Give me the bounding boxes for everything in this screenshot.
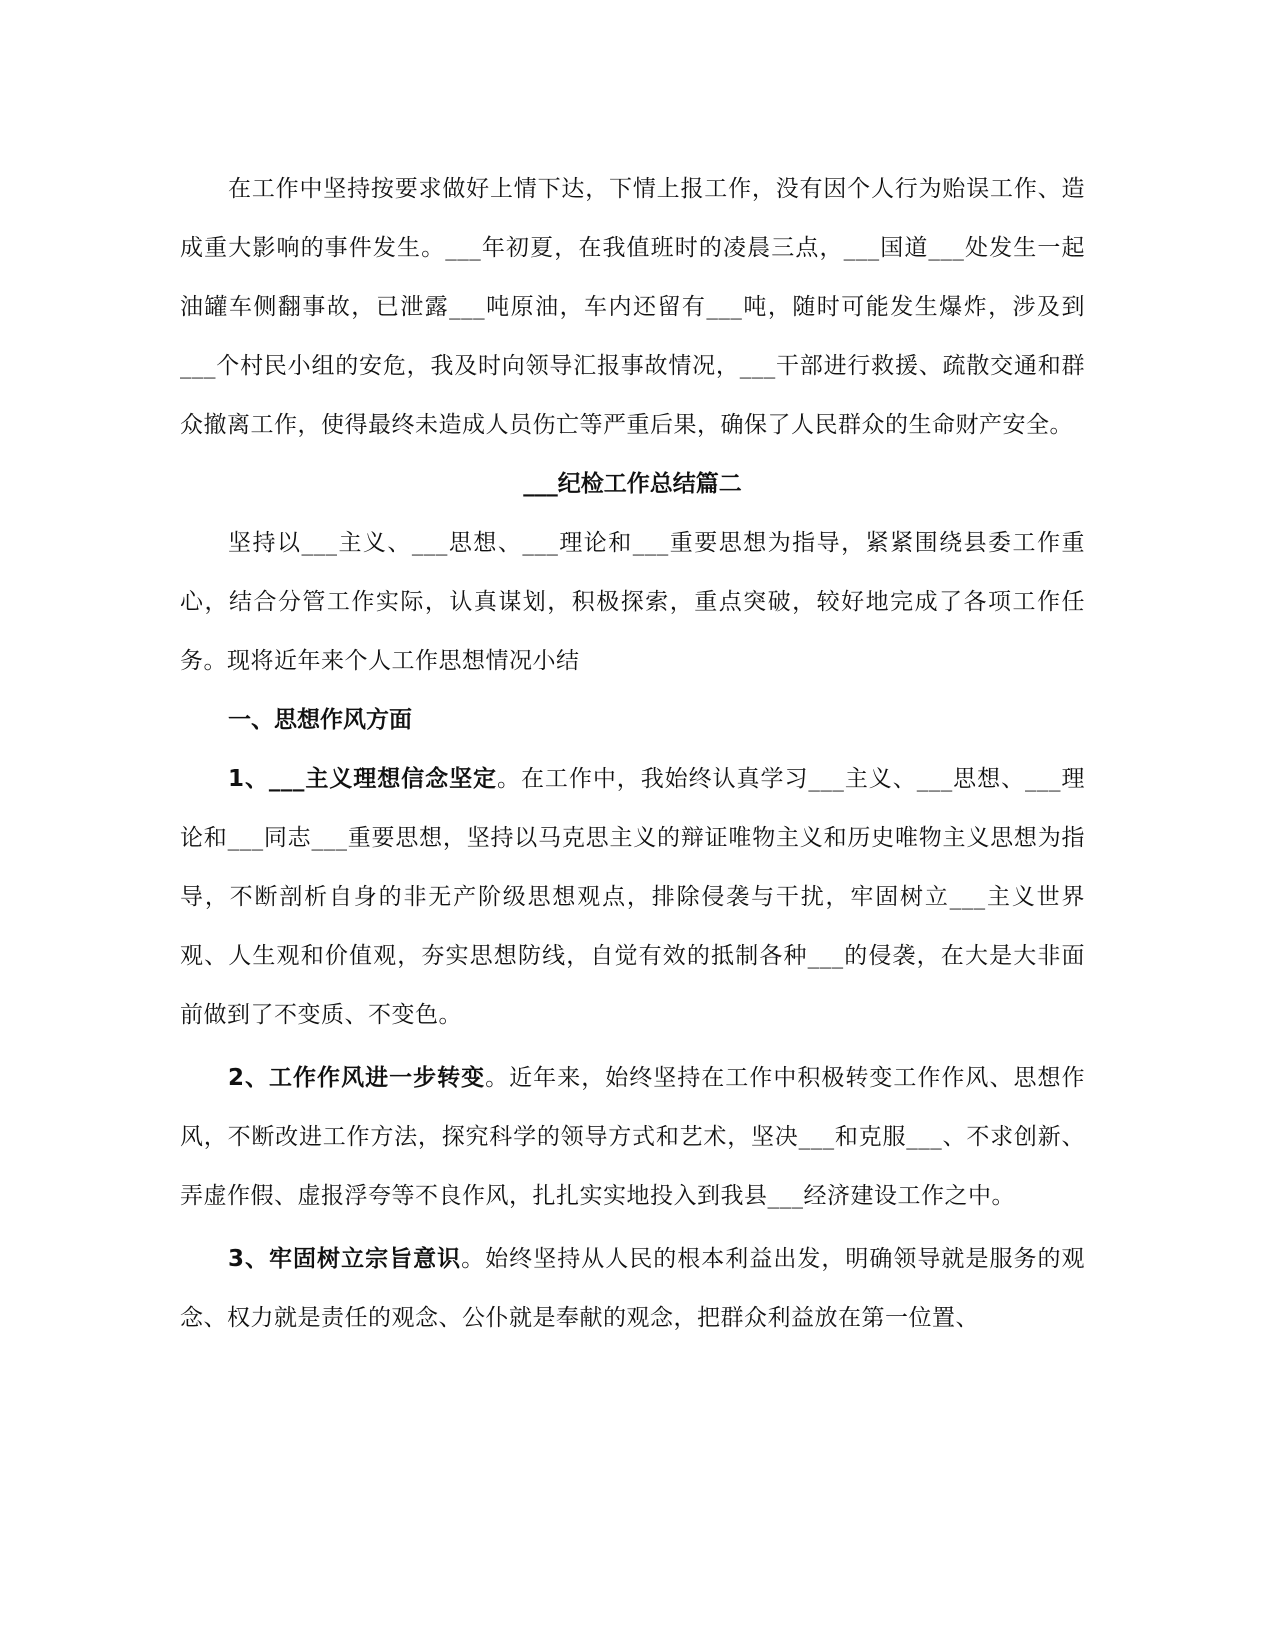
- document-page: [180, 160, 1085, 1348]
- item-3-lead: 3、牢固树立宗旨意识: [228, 1246, 462, 1272]
- item-1-body: 。在工作中，我始终认真学习___主义、___思想、___理论和___同志___重要思想，坚持以马克思主义的辩证唯物主义和历史唯物主义思想为指导，不断剖析自身的非无产阶级思想观点，排除侵袭与干扰，牢固树立___主义世界观、人生观和价值观，夯实思想防线，自觉有效的抵制各种___的侵袭，在大是大非面前做到了不变质、不变色。: [180, 766, 1085, 1028]
- item-2-lead: 2、工作作风进一步转变: [228, 1065, 486, 1091]
- paragraph-intro: 坚持以___主义、___思想、___理论和___重要思想为指导，紧紧围绕县委工作重心，结合分管工作实际，认真谋划，积极探索，重点突破，较好地完成了各项工作任务。现将近年来个人工作思想情况小结: [180, 530, 1085, 674]
- paragraph-item-1: [180, 750, 1085, 1045]
- paragraph-item-2: [180, 1049, 1085, 1226]
- section-title: ___纪检工作总结篇二: [523, 471, 742, 497]
- paragraph-item-3: [180, 1230, 1085, 1348]
- paragraph-incident-report: 在工作中坚持按要求做好上情下达，下情上报工作，没有因个人行为贻误工作、造成重大影响的事件发生。___年初夏，在我值班时的凌晨三点，___国道___处发生一起油罐车侧翻事故，已泄露___吨原油，车内还留有___吨，随时可能发生爆炸，涉及到___个村民小组的安危，我及时向领导汇报事故情况，___干部进行救援、疏散交通和群众撤离工作，使得最终未造成人员伤亡等严重后果，确保了人民群众的生命财产安全。: [180, 176, 1085, 438]
- section-heading-ideology: 一、思想作风方面: [228, 707, 412, 733]
- item-3-body: 。始终坚持从人民的根本利益出发，明确领导就是服务的观念、权力就是责任的观念、公仆就是奉献的观念，把群众利益放在第一位置、: [180, 1246, 1086, 1331]
- item-1-lead: 1、___主义理想信念坚定: [228, 766, 497, 792]
- item-2-body: 。近年来，始终坚持在工作中积极转变工作作风、思想作风，不断改进工作方法，探究科学的领导方式和艺术，坚决___和克服___、不求创新、弄虚作假、虚报浮夸等不良作风，扎扎实实地投入到我县___经济建设工作之中。: [180, 1065, 1085, 1209]
